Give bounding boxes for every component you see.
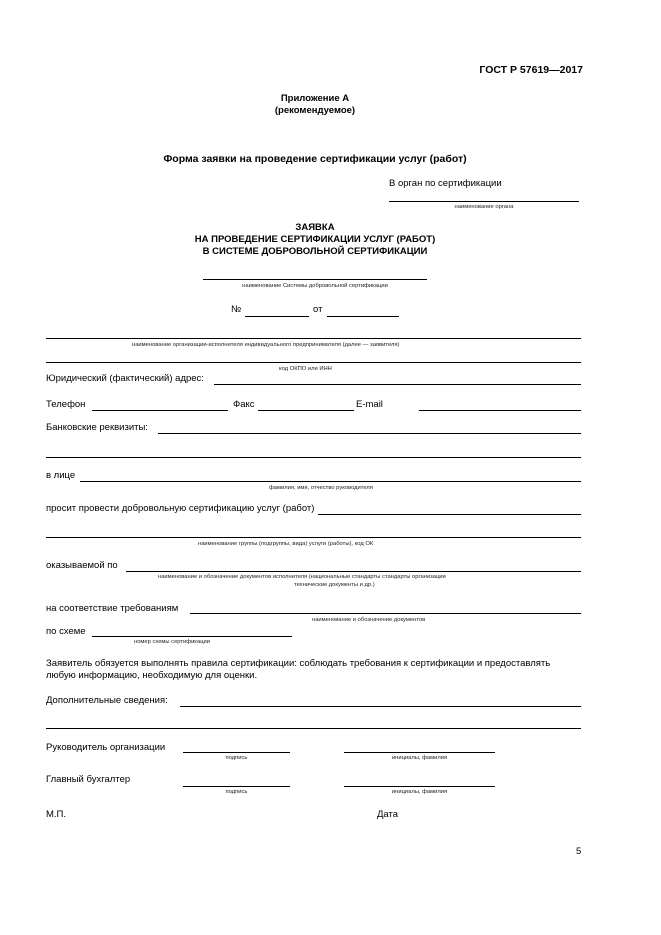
- person-label: в лице: [46, 470, 76, 481]
- appendix-subtitle: (рекомендуемое): [274, 105, 356, 116]
- accountant-sign-field[interactable]: [183, 786, 290, 787]
- person-caption: фамилия, имя, отчество руководителя: [269, 485, 373, 491]
- scheme-label: по схеме: [46, 626, 86, 637]
- phone-label: Телефон: [46, 399, 86, 410]
- date-from-field[interactable]: [327, 316, 399, 317]
- head-initials-caption: инициалы, фамилия: [391, 755, 448, 761]
- scheme-caption: номер схемы сертификации: [134, 639, 210, 645]
- zayavka-heading-3: В СИСТЕМЕ ДОБРОВОЛЬНОЙ СЕРТИФИКАЦИИ: [202, 246, 428, 257]
- accountant-label: Главный бухгалтер: [46, 774, 131, 785]
- provided-docs-caption-1: наименование и обозначение документов исполнителя (национальные стандарты стандарты организации: [158, 574, 446, 580]
- system-name-field[interactable]: [203, 279, 427, 280]
- number-label: №: [231, 304, 242, 315]
- organ-field[interactable]: [389, 201, 579, 202]
- gost-header: ГОСТ Р 57619—2017: [479, 64, 583, 76]
- accountant-initials-field[interactable]: [344, 786, 495, 787]
- obligation-line-2: любую информацию, необходимую для оценки.: [46, 670, 258, 681]
- form-title: Форма заявки на проведение сертификации услуг (работ): [163, 153, 467, 165]
- accountant-initials-caption: инициалы, фамилия: [391, 789, 448, 795]
- service-group-field[interactable]: [46, 537, 581, 538]
- page-number: 5: [576, 846, 582, 857]
- date-from-label: от: [313, 304, 323, 315]
- additional-field-2[interactable]: [46, 728, 581, 729]
- provided-docs-caption-2: технические документы и др.): [294, 582, 375, 588]
- zayavka-heading-2: НА ПРОВЕДЕНИЕ СЕРТИФИКАЦИИ УСЛУГ (РАБОТ): [194, 234, 436, 245]
- date-label: Дата: [377, 809, 399, 820]
- service-group-caption: наименование группы (подгруппы, вида) услуги (работы), код ОК: [198, 541, 374, 547]
- organ-caption: наименование органа: [454, 204, 514, 210]
- system-name-caption: наименование Системы добровольной сертификации: [242, 283, 388, 289]
- address-label: Юридический (фактический) адрес:: [46, 373, 204, 384]
- head-sign-caption: подпись: [225, 755, 248, 761]
- compliance-caption: наименование и обозначение документов: [312, 617, 426, 623]
- head-sign-field[interactable]: [183, 752, 290, 753]
- applicant-name-caption: наименование организации-исполнителя индивидуального предпринимателя (далее — заявителя): [132, 342, 400, 348]
- phone-field[interactable]: [92, 410, 228, 411]
- head-initials-field[interactable]: [344, 752, 495, 753]
- scheme-field[interactable]: [92, 636, 292, 637]
- seal-label: М.П.: [46, 809, 67, 820]
- request-field[interactable]: [318, 514, 581, 515]
- bank-label: Банковские реквизиты:: [46, 422, 148, 433]
- number-field[interactable]: [245, 316, 309, 317]
- okpo-caption: код ОКПО или ИНН: [279, 366, 332, 372]
- okpo-field[interactable]: [46, 362, 581, 363]
- email-label: E-mail: [356, 399, 383, 410]
- compliance-label: на соответствие требованиям: [46, 603, 179, 614]
- person-field[interactable]: [80, 481, 581, 482]
- zayavka-heading-1: ЗАЯВКА: [295, 222, 335, 233]
- accountant-sign-caption: подпись: [225, 789, 248, 795]
- provided-label: оказываемой по: [46, 560, 118, 571]
- obligation-line-1: Заявитель обязуется выполнять правила сертификации: соблюдать требования к сертификации и предоставлять: [46, 658, 551, 669]
- fax-field[interactable]: [258, 410, 354, 411]
- appendix-title: Приложение А: [280, 93, 350, 104]
- request-text: просит провести добровольную сертификацию услуг (работ): [46, 503, 315, 514]
- email-field[interactable]: [419, 410, 581, 411]
- fax-label: Факс: [233, 399, 255, 410]
- additional-field[interactable]: [180, 706, 581, 707]
- bank-field[interactable]: [158, 433, 581, 434]
- bank-field-2[interactable]: [46, 457, 581, 458]
- provided-docs-field[interactable]: [126, 571, 581, 572]
- applicant-name-field[interactable]: [46, 338, 581, 339]
- organ-label: В орган по сертификации: [389, 178, 502, 189]
- compliance-field[interactable]: [190, 613, 581, 614]
- address-field[interactable]: [214, 384, 581, 385]
- head-label: Руководитель организации: [46, 742, 166, 753]
- additional-label: Дополнительные сведения:: [46, 695, 168, 706]
